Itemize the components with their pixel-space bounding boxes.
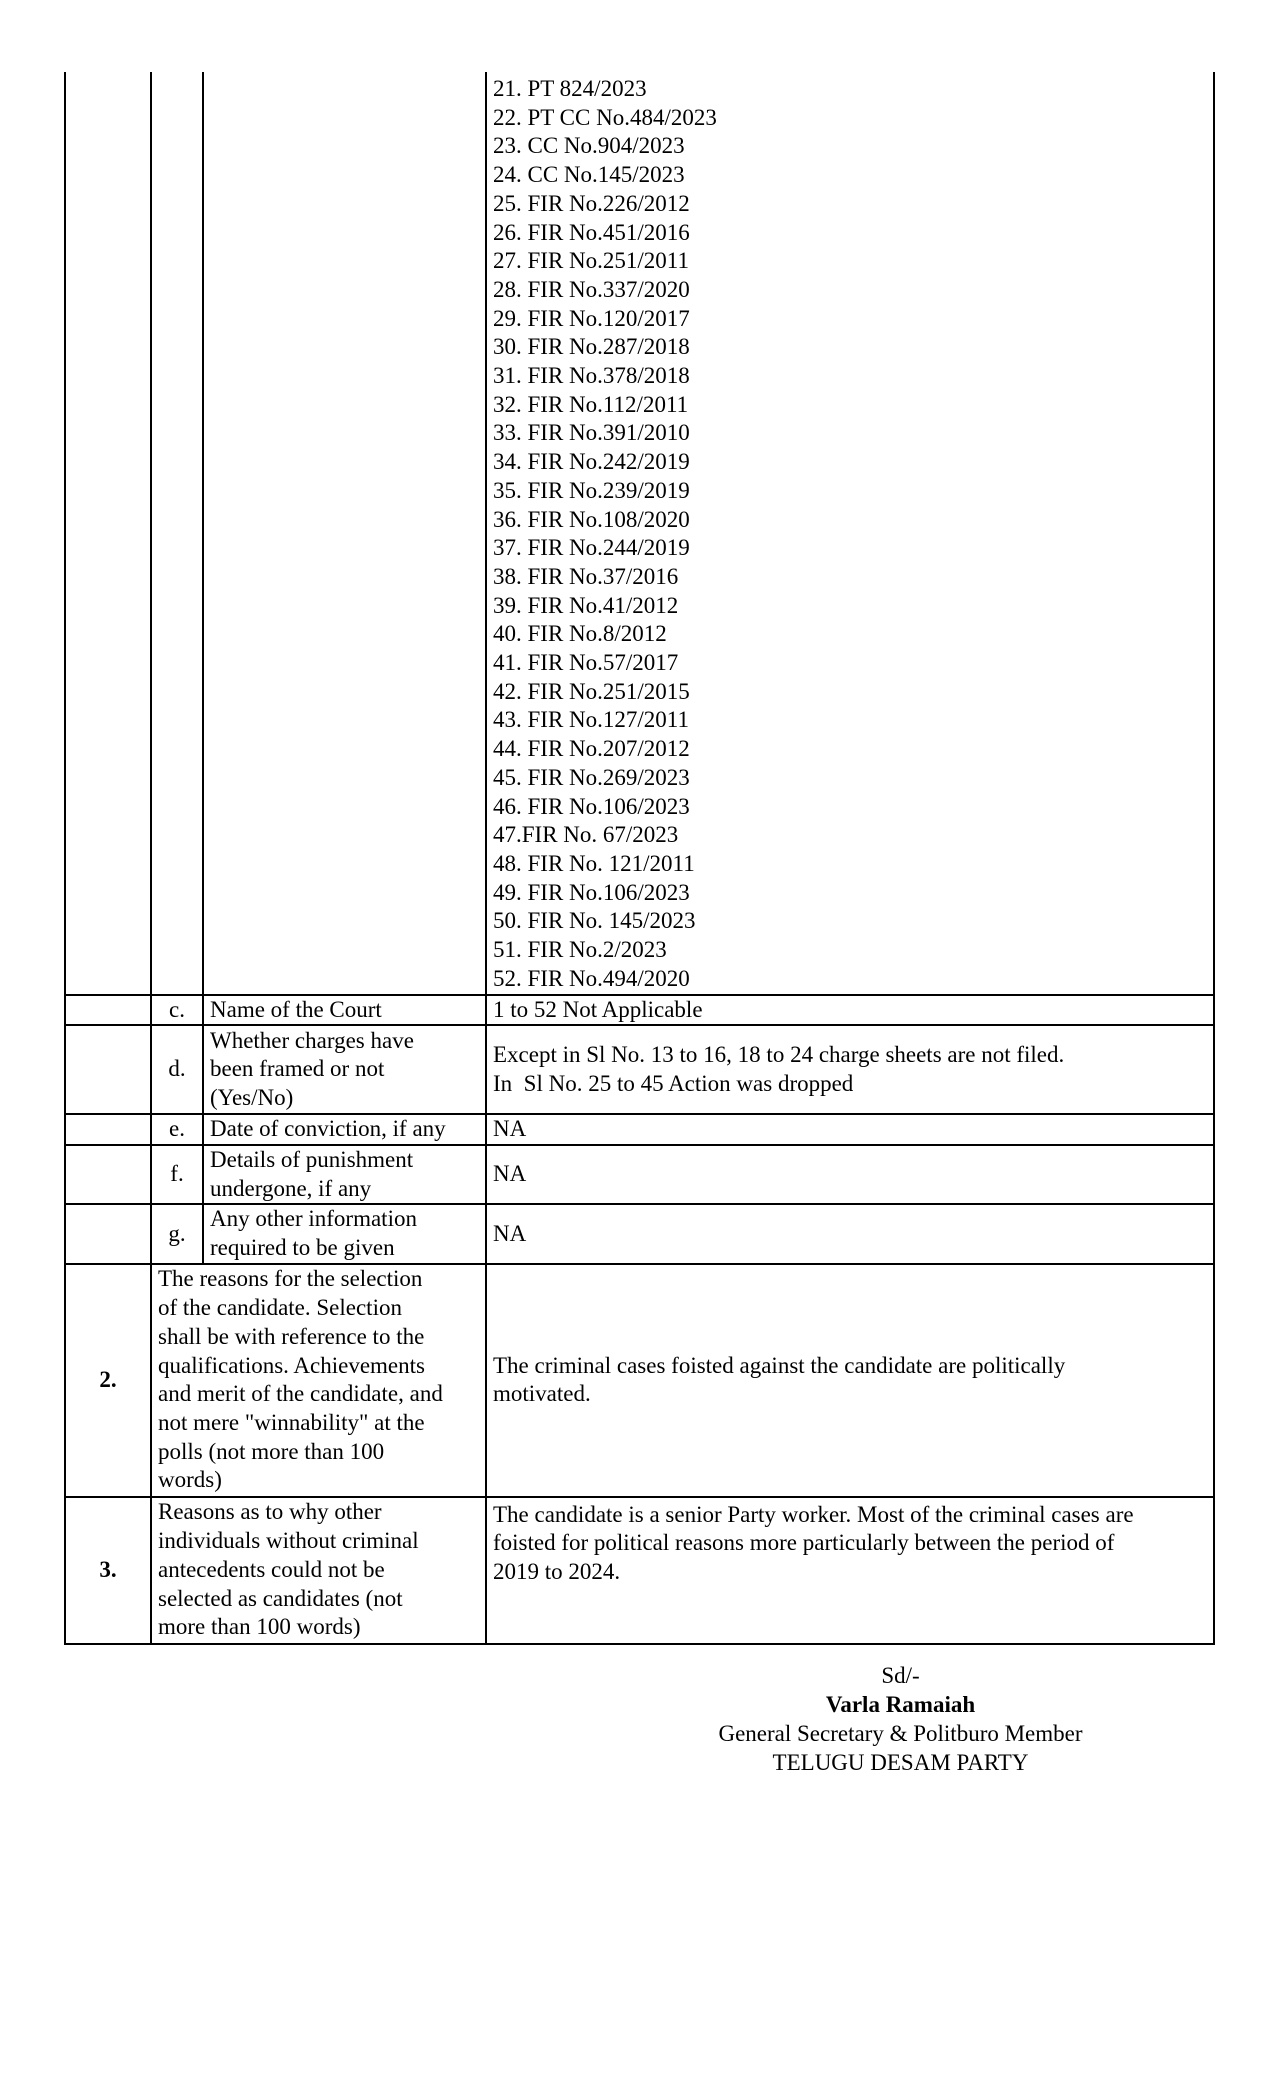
label-line: antecedents could not be — [158, 1556, 385, 1582]
fir-case-item: 25. FIR No.226/2012 — [493, 190, 690, 216]
fir-case-list — [486, 72, 1214, 995]
row-label — [203, 1114, 486, 1145]
candidate-details-table — [64, 72, 1215, 1645]
label-line: polls (not more than 100 — [158, 1438, 385, 1464]
fir-case-item: 22. PT CC No.484/2023 — [493, 104, 717, 130]
row-value — [486, 1114, 1214, 1145]
row-label — [151, 1497, 486, 1644]
row-letter: f. — [151, 1145, 203, 1204]
fir-case-item: 50. FIR No. 145/2023 — [493, 908, 696, 934]
fir-case-item: 47.FIR No. 67/2023 — [493, 822, 679, 848]
fir-case-item: 40. FIR No.8/2012 — [493, 621, 667, 647]
label-line: shall be with reference to the — [158, 1323, 425, 1349]
fir-case-item: 44. FIR No.207/2012 — [493, 736, 690, 762]
empty-cell — [65, 995, 151, 1026]
fir-case-item: 51. FIR No.2/2023 — [493, 937, 667, 963]
fir-case-item: 30. FIR No.287/2018 — [493, 334, 690, 360]
label-line: more than 100 words) — [158, 1614, 361, 1640]
row-label — [203, 995, 486, 1026]
table-row-punishment-details — [65, 1145, 1214, 1204]
table-row-case-list — [65, 72, 1214, 995]
fir-case-item: 48. FIR No. 121/2011 — [493, 850, 695, 876]
fir-case-item: 24. CC No.145/2023 — [493, 162, 685, 188]
value-line: motivated. — [493, 1381, 591, 1407]
empty-cell — [65, 1114, 151, 1145]
row-letter: d. — [151, 1025, 203, 1114]
fir-case-item: 42. FIR No.251/2015 — [493, 678, 690, 704]
value-line: NA — [493, 1116, 527, 1142]
signature-party: TELUGU DESAM PARTY — [772, 1750, 1029, 1775]
fir-case-item: 43. FIR No.127/2011 — [493, 707, 689, 733]
row-value — [486, 1264, 1214, 1497]
fir-case-item: 39. FIR No.41/2012 — [493, 592, 679, 618]
fir-case-item: 34. FIR No.242/2019 — [493, 449, 690, 475]
empty-cell — [65, 1204, 151, 1263]
fir-case-item: 23. CC No.904/2023 — [493, 133, 685, 159]
table-row-why-not-others — [65, 1497, 1214, 1644]
label-line: (Yes/No) — [210, 1085, 294, 1111]
label-line: of the candidate. Selection — [158, 1295, 402, 1321]
table-row-other-information — [65, 1204, 1214, 1263]
row-letter: c. — [151, 995, 203, 1026]
row-number: 3. — [65, 1497, 151, 1644]
label-line: The reasons for the selection — [158, 1266, 423, 1292]
table-row-charges-framed — [65, 1025, 1214, 1114]
value-line: The criminal cases foisted against the candidate are politically — [493, 1352, 1066, 1378]
fir-case-item: 27. FIR No.251/2011 — [493, 248, 689, 274]
row-label — [203, 1025, 486, 1114]
value-line: The candidate is a senior Party worker. Most of the criminal cases are — [493, 1501, 1134, 1527]
label-line: words) — [158, 1467, 222, 1493]
label-line: Details of punishment — [210, 1146, 414, 1172]
value-line: foisted for political reasons more particularly between the period of — [493, 1530, 1115, 1556]
fir-case-item: 26. FIR No.451/2016 — [493, 219, 690, 245]
value-line: In Sl No. 25 to 45 Action was dropped — [493, 1070, 854, 1096]
row-value — [486, 1497, 1214, 1644]
value-line: 2019 to 2024. — [493, 1559, 621, 1585]
fir-case-item: 41. FIR No.57/2017 — [493, 650, 679, 676]
row-letter: e. — [151, 1114, 203, 1145]
value-line: Except in Sl No. 13 to 16, 18 to 24 charge sheets are not filed. — [493, 1042, 1065, 1067]
label-line: undergone, if any — [210, 1175, 372, 1201]
fir-case-item: 52. FIR No.494/2020 — [493, 965, 690, 991]
label-line: Name of the Court — [210, 996, 382, 1022]
label-line: required to be given — [210, 1235, 395, 1261]
fir-case-item: 46. FIR No.106/2023 — [493, 793, 690, 819]
empty-cell — [203, 72, 486, 995]
empty-cell — [65, 1025, 151, 1114]
table-row-court-name — [65, 995, 1214, 1026]
value-line: NA — [493, 1161, 527, 1187]
fir-case-item: 45. FIR No.269/2023 — [493, 764, 690, 790]
table-row-conviction-date — [65, 1114, 1214, 1145]
signature-block — [588, 1661, 1213, 1777]
label-line: been framed or not — [210, 1056, 385, 1082]
fir-case-item: 35. FIR No.239/2019 — [493, 477, 690, 503]
row-value — [486, 1025, 1214, 1114]
row-value — [486, 995, 1214, 1026]
value-line: 1 to 52 Not Applicable — [493, 996, 703, 1022]
fir-case-item: 38. FIR No.37/2016 — [493, 563, 679, 589]
row-value — [486, 1145, 1214, 1204]
value-line: NA — [493, 1220, 527, 1246]
label-line: Date of conviction, if any — [210, 1116, 446, 1142]
fir-case-item: 32. FIR No.112/2011 — [493, 391, 689, 417]
fir-case-item: 28. FIR No.337/2020 — [493, 276, 690, 302]
table-row-selection-reasons — [65, 1264, 1214, 1497]
label-line: Reasons as to why other — [158, 1499, 382, 1525]
fir-case-item: 29. FIR No.120/2017 — [493, 305, 690, 331]
signature-title: General Secretary & Politburo Member — [718, 1721, 1083, 1746]
row-label — [203, 1204, 486, 1263]
row-number: 2. — [65, 1264, 151, 1497]
label-line: qualifications. Achievements — [158, 1352, 425, 1378]
row-value — [486, 1204, 1214, 1263]
fir-case-item: 31. FIR No.378/2018 — [493, 363, 690, 389]
fir-case-item: 49. FIR No.106/2023 — [493, 879, 690, 905]
label-line: Whether charges have — [210, 1027, 414, 1053]
label-line: Any other information — [210, 1206, 417, 1232]
signature-sd: Sd/- — [881, 1663, 920, 1688]
empty-cell — [151, 72, 203, 995]
label-line: not mere "winnability" at the — [158, 1409, 425, 1435]
fir-case-item: 33. FIR No.391/2010 — [493, 420, 690, 446]
signature-name: Varla Ramaiah — [825, 1692, 976, 1717]
empty-cell — [65, 72, 151, 995]
label-line: individuals without criminal — [158, 1528, 419, 1554]
row-label — [203, 1145, 486, 1204]
fir-case-item: 36. FIR No.108/2020 — [493, 506, 690, 532]
empty-cell — [65, 1145, 151, 1204]
fir-case-item: 37. FIR No.244/2019 — [493, 535, 690, 561]
fir-case-item: 21. PT 824/2023 — [493, 76, 647, 101]
row-letter: g. — [151, 1204, 203, 1263]
row-label — [151, 1264, 486, 1497]
label-line: selected as candidates (not — [158, 1585, 403, 1611]
label-line: and merit of the candidate, and — [158, 1381, 443, 1407]
